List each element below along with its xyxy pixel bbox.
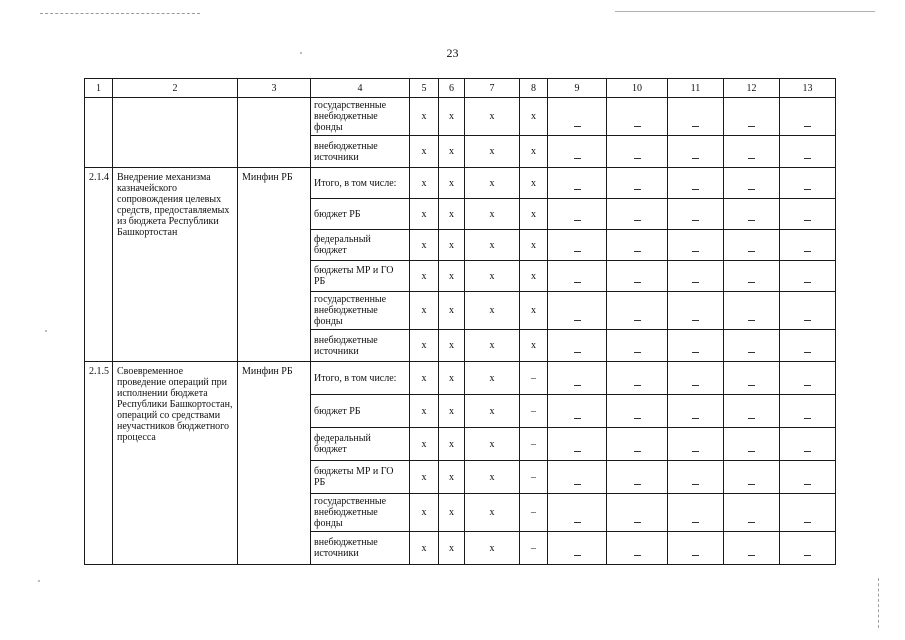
dash-cell-12 [724, 136, 780, 168]
value-cell-5 [410, 494, 439, 532]
dash-mark [692, 320, 699, 321]
column-header: 5 [410, 79, 439, 98]
dash-mark [692, 189, 699, 190]
cell-value: х [489, 270, 495, 282]
dash-mark [692, 126, 699, 127]
dash-cell-13 [780, 461, 836, 494]
cell-value: х [489, 239, 495, 251]
value-cell-6 [439, 330, 465, 362]
cell-value: х [489, 340, 495, 351]
value-cell-7 [465, 494, 520, 532]
value-cell-7 [465, 136, 520, 168]
dash-cell-11 [668, 532, 724, 565]
value-cell-6 [439, 494, 465, 532]
cell-value: х [421, 507, 427, 518]
dash-mark [692, 251, 699, 252]
value-cell-6 [439, 261, 465, 292]
value-cell-6 [439, 230, 465, 261]
scan-artifact-line [40, 13, 200, 14]
dash-mark [748, 320, 755, 321]
measure-executor: Минфин РБ [238, 362, 311, 565]
dash-mark [634, 158, 641, 159]
dash-mark [574, 220, 581, 221]
cell-value: х [489, 405, 495, 417]
dash-cell-13 [780, 136, 836, 168]
cell-value: х [531, 111, 536, 122]
dash-cell-10 [607, 98, 668, 136]
value-cell-5 [410, 98, 439, 136]
column-header: 12 [724, 79, 780, 98]
dash-mark [692, 352, 699, 353]
dash-mark [574, 251, 581, 252]
dash-cell-12 [724, 461, 780, 494]
dash-cell-13 [780, 532, 836, 565]
dash-cell-13 [780, 395, 836, 428]
funding-source: внебюджетные источники [311, 330, 410, 362]
dash-mark [748, 385, 755, 386]
dash-cell-9 [548, 532, 607, 565]
dash-mark [634, 385, 641, 386]
cell-value: х [531, 208, 536, 220]
dash-cell-9 [548, 428, 607, 461]
value-cell-8 [520, 168, 548, 199]
measure-description: Своевременное проведение операций при исполнении бюджета Республики Башкортостан, операций со средствами неучастников бюджетного процесса [113, 362, 238, 565]
dash-mark [748, 189, 755, 190]
cell-value: х [421, 239, 427, 251]
dash-mark [748, 126, 755, 127]
cell-value: – [531, 405, 536, 417]
value-cell-7 [465, 428, 520, 461]
value-cell-8 [520, 461, 548, 494]
cell-value: х [449, 471, 454, 483]
cell-value: х [449, 542, 454, 554]
value-cell-7 [465, 461, 520, 494]
cell-value: – [531, 438, 536, 450]
cell-value: х [421, 146, 427, 157]
value-cell-5 [410, 136, 439, 168]
cell-value: х [449, 146, 454, 157]
dash-cell-11 [668, 330, 724, 362]
cell-value: х [449, 111, 454, 122]
dash-cell-10 [607, 261, 668, 292]
cell-value: х [421, 340, 427, 351]
cell-value: х [489, 305, 495, 316]
dash-cell-13 [780, 330, 836, 362]
value-cell-7 [465, 168, 520, 199]
value-cell-8 [520, 98, 548, 136]
dash-cell-9 [548, 292, 607, 330]
dash-mark [804, 126, 811, 127]
dash-cell-9 [548, 98, 607, 136]
dash-cell-13 [780, 292, 836, 330]
value-cell-5 [410, 395, 439, 428]
dash-cell-12 [724, 494, 780, 532]
dash-cell-9 [548, 136, 607, 168]
measure-number [85, 98, 113, 168]
dash-cell-9 [548, 168, 607, 199]
dash-cell-11 [668, 292, 724, 330]
dash-mark [574, 158, 581, 159]
funding-source: федеральный бюджет [311, 428, 410, 461]
column-header: 10 [607, 79, 668, 98]
value-cell-6 [439, 98, 465, 136]
dash-cell-11 [668, 98, 724, 136]
dash-mark [748, 282, 755, 283]
dash-mark [634, 189, 641, 190]
cell-value: х [489, 111, 495, 122]
dash-cell-12 [724, 98, 780, 136]
dash-mark [692, 220, 699, 221]
dash-cell-13 [780, 362, 836, 395]
dash-mark [574, 352, 581, 353]
dash-mark [748, 251, 755, 252]
cell-value: х [421, 270, 427, 282]
funding-source: бюджеты МР и ГО РБ [311, 461, 410, 494]
dash-mark [804, 158, 811, 159]
funding-source: внебюджетные источники [311, 532, 410, 565]
dash-mark [804, 451, 811, 452]
dash-mark [692, 282, 699, 283]
dash-cell-11 [668, 395, 724, 428]
value-cell-7 [465, 98, 520, 136]
value-cell-5 [410, 461, 439, 494]
table-row [85, 362, 836, 395]
column-header: 11 [668, 79, 724, 98]
measure-description: Внедрение механизма казначейского сопровождения целевых средств, предоставляемых из бюджета Республики Башкортостан [113, 168, 238, 362]
cell-value: х [531, 239, 536, 251]
value-cell-5 [410, 230, 439, 261]
cell-value: – [531, 507, 536, 518]
measure-number: 2.1.4 [85, 168, 113, 362]
dash-mark [804, 220, 811, 221]
scan-artifact-dot [45, 330, 47, 332]
dash-cell-10 [607, 532, 668, 565]
cell-value: х [449, 305, 454, 316]
dash-cell-12 [724, 330, 780, 362]
dash-mark [748, 484, 755, 485]
funding-source: бюджеты МР и ГО РБ [311, 261, 410, 292]
header-row [85, 79, 836, 98]
dash-mark [804, 385, 811, 386]
dash-cell-12 [724, 168, 780, 199]
cell-value: х [449, 507, 454, 518]
dash-cell-9 [548, 199, 607, 230]
dash-mark [748, 220, 755, 221]
funding-source: Итого, в том числе: [311, 362, 410, 395]
dash-mark [574, 385, 581, 386]
dash-cell-11 [668, 428, 724, 461]
measure-executor: Минфин РБ [238, 168, 311, 362]
funding-source: государственные внебюджетные фонды [311, 98, 410, 136]
cell-value: х [531, 146, 536, 157]
dash-cell-11 [668, 199, 724, 230]
dash-mark [692, 385, 699, 386]
dash-mark [574, 555, 581, 556]
dash-mark [574, 451, 581, 452]
dash-mark [692, 418, 699, 419]
dash-cell-9 [548, 395, 607, 428]
value-cell-5 [410, 362, 439, 395]
dash-mark [804, 484, 811, 485]
column-header: 6 [439, 79, 465, 98]
dash-mark [634, 555, 641, 556]
dash-cell-10 [607, 494, 668, 532]
cell-value: х [489, 372, 495, 384]
value-cell-6 [439, 199, 465, 230]
dash-cell-12 [724, 230, 780, 261]
dash-mark [634, 522, 641, 523]
value-cell-6 [439, 136, 465, 168]
dash-mark [804, 352, 811, 353]
dash-cell-11 [668, 168, 724, 199]
cell-value: х [531, 177, 536, 189]
cell-value: х [489, 471, 495, 483]
dash-cell-9 [548, 330, 607, 362]
value-cell-8 [520, 230, 548, 261]
dash-cell-13 [780, 261, 836, 292]
cell-value: х [449, 177, 454, 189]
dash-cell-10 [607, 428, 668, 461]
dash-cell-10 [607, 461, 668, 494]
dash-mark [574, 189, 581, 190]
dash-cell-11 [668, 461, 724, 494]
cell-value: х [449, 372, 454, 384]
funding-source: государственные внебюджетные фонды [311, 292, 410, 330]
dash-mark [634, 484, 641, 485]
value-cell-8 [520, 428, 548, 461]
cell-value: х [489, 146, 495, 157]
value-cell-5 [410, 199, 439, 230]
dash-mark [748, 158, 755, 159]
cell-value: х [489, 507, 495, 518]
table-row [85, 168, 836, 199]
cell-value: х [531, 270, 536, 282]
dash-mark [804, 282, 811, 283]
dash-cell-10 [607, 395, 668, 428]
column-header: 13 [780, 79, 836, 98]
value-cell-7 [465, 292, 520, 330]
value-cell-6 [439, 395, 465, 428]
cell-value: х [489, 438, 495, 450]
dash-cell-11 [668, 261, 724, 292]
dash-mark [804, 555, 811, 556]
dash-cell-13 [780, 98, 836, 136]
dash-cell-10 [607, 362, 668, 395]
dash-mark [692, 158, 699, 159]
dash-cell-9 [548, 494, 607, 532]
dash-cell-11 [668, 230, 724, 261]
column-header: 9 [548, 79, 607, 98]
dash-mark [574, 522, 581, 523]
dash-cell-12 [724, 395, 780, 428]
dash-mark [748, 451, 755, 452]
value-cell-5 [410, 428, 439, 461]
cell-value: – [531, 471, 536, 483]
dash-mark [804, 320, 811, 321]
value-cell-5 [410, 292, 439, 330]
dash-mark [574, 418, 581, 419]
scan-artifact-mark [878, 578, 879, 628]
funding-source: Итого, в том числе: [311, 168, 410, 199]
cell-value: х [421, 208, 427, 220]
cell-value: х [531, 340, 536, 351]
value-cell-7 [465, 330, 520, 362]
column-header: 3 [238, 79, 311, 98]
cell-value: – [531, 542, 536, 554]
dash-cell-13 [780, 230, 836, 261]
dash-mark [804, 189, 811, 190]
value-cell-8 [520, 199, 548, 230]
cell-value: х [421, 111, 427, 122]
value-cell-7 [465, 362, 520, 395]
dash-mark [634, 251, 641, 252]
value-cell-6 [439, 428, 465, 461]
value-cell-8 [520, 532, 548, 565]
dash-cell-13 [780, 428, 836, 461]
dash-mark [748, 352, 755, 353]
scan-artifact-dot [38, 580, 40, 582]
dash-cell-10 [607, 168, 668, 199]
dash-cell-13 [780, 199, 836, 230]
column-header: 8 [520, 79, 548, 98]
dash-mark [804, 251, 811, 252]
dash-cell-9 [548, 261, 607, 292]
dash-mark [692, 522, 699, 523]
cell-value: – [531, 372, 536, 384]
dash-cell-10 [607, 199, 668, 230]
value-cell-8 [520, 395, 548, 428]
dash-mark [574, 126, 581, 127]
dash-mark [634, 451, 641, 452]
data-table [84, 78, 836, 565]
dash-cell-9 [548, 230, 607, 261]
value-cell-5 [410, 330, 439, 362]
cell-value: х [449, 208, 454, 220]
measure-executor [238, 98, 311, 168]
value-cell-7 [465, 261, 520, 292]
column-header: 4 [311, 79, 410, 98]
dash-mark [692, 484, 699, 485]
column-header: 2 [113, 79, 238, 98]
funding-source: государственные внебюджетные фонды [311, 494, 410, 532]
dash-cell-12 [724, 261, 780, 292]
funding-source: бюджет РБ [311, 199, 410, 230]
cell-value: х [421, 405, 427, 417]
dash-mark [574, 282, 581, 283]
dash-mark [692, 451, 699, 452]
value-cell-7 [465, 199, 520, 230]
cell-value: х [489, 208, 495, 220]
measure-description [113, 98, 238, 168]
value-cell-6 [439, 461, 465, 494]
value-cell-8 [520, 330, 548, 362]
cell-value: х [421, 471, 427, 483]
value-cell-7 [465, 230, 520, 261]
cell-value: х [531, 305, 536, 316]
dash-cell-13 [780, 494, 836, 532]
dash-mark [634, 320, 641, 321]
dash-mark [634, 352, 641, 353]
dash-mark [634, 418, 641, 419]
cell-value: х [421, 438, 427, 450]
dash-cell-10 [607, 230, 668, 261]
dash-cell-12 [724, 532, 780, 565]
funding-source: бюджет РБ [311, 395, 410, 428]
value-cell-5 [410, 168, 439, 199]
column-header: 1 [85, 79, 113, 98]
dash-mark [574, 320, 581, 321]
cell-value: х [449, 340, 454, 351]
dash-mark [692, 555, 699, 556]
cell-value: х [489, 542, 495, 554]
cell-value: х [421, 305, 427, 316]
cell-value: х [449, 239, 454, 251]
dash-mark [748, 418, 755, 419]
cell-value: х [449, 405, 454, 417]
dash-cell-12 [724, 362, 780, 395]
value-cell-8 [520, 136, 548, 168]
funding-source: внебюджетные источники [311, 136, 410, 168]
value-cell-5 [410, 532, 439, 565]
dash-mark [634, 126, 641, 127]
dash-cell-12 [724, 199, 780, 230]
value-cell-6 [439, 532, 465, 565]
value-cell-7 [465, 532, 520, 565]
value-cell-8 [520, 494, 548, 532]
dash-cell-11 [668, 136, 724, 168]
dash-cell-13 [780, 168, 836, 199]
dash-cell-11 [668, 362, 724, 395]
column-header: 7 [465, 79, 520, 98]
value-cell-8 [520, 362, 548, 395]
cell-value: х [449, 270, 454, 282]
table-row [85, 98, 836, 136]
cell-value: х [421, 542, 427, 554]
cell-value: х [489, 177, 495, 189]
dash-cell-10 [607, 136, 668, 168]
value-cell-6 [439, 362, 465, 395]
value-cell-7 [465, 395, 520, 428]
value-cell-8 [520, 292, 548, 330]
page-number: 23 [446, 46, 459, 60]
cell-value: х [449, 438, 454, 450]
dash-cell-12 [724, 292, 780, 330]
dash-mark [574, 484, 581, 485]
scan-artifact-line [615, 11, 875, 12]
dash-cell-9 [548, 461, 607, 494]
cell-value: х [421, 177, 427, 189]
dash-mark [748, 555, 755, 556]
funding-source: федеральный бюджет [311, 230, 410, 261]
dash-cell-12 [724, 428, 780, 461]
dash-cell-10 [607, 330, 668, 362]
measure-number: 2.1.5 [85, 362, 113, 565]
dash-mark [748, 522, 755, 523]
dash-cell-9 [548, 362, 607, 395]
dash-cell-10 [607, 292, 668, 330]
dash-mark [804, 522, 811, 523]
dash-mark [634, 220, 641, 221]
value-cell-6 [439, 292, 465, 330]
value-cell-6 [439, 168, 465, 199]
value-cell-8 [520, 261, 548, 292]
dash-mark [634, 282, 641, 283]
dash-mark [804, 418, 811, 419]
cell-value: х [421, 372, 427, 384]
value-cell-5 [410, 261, 439, 292]
dash-cell-11 [668, 494, 724, 532]
